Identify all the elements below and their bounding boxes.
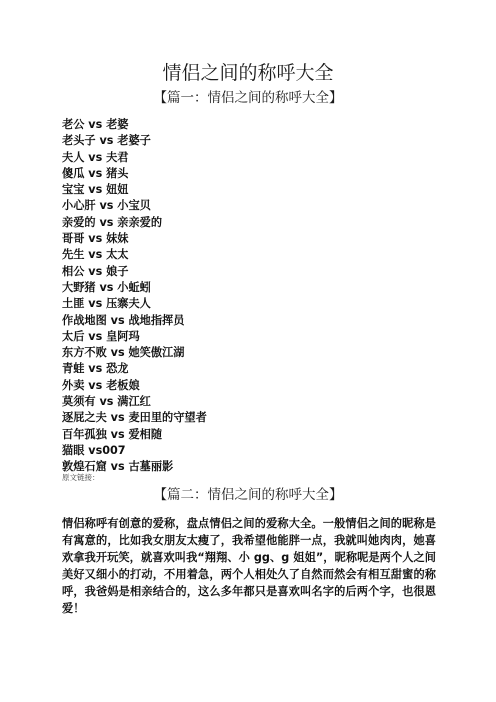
nickname-pair-item: 宝宝 vs 妞妞 bbox=[62, 183, 129, 197]
nickname-pair-item: 亲爱的 vs 亲亲爱的 bbox=[62, 215, 163, 229]
nickname-pair-item: 哥哥 vs 妹妹 bbox=[62, 232, 129, 246]
nickname-pair-item: 逐屁之夫 vs 麦田里的守望者 bbox=[62, 411, 207, 425]
nickname-pair-item: 傻瓜 vs 猪头 bbox=[62, 166, 129, 180]
nickname-pair-item: 外卖 vs 老板娘 bbox=[62, 378, 140, 392]
nickname-pair-item: 老头子 vs 老婆子 bbox=[62, 134, 151, 148]
nickname-pair-item: 相公 vs 娘子 bbox=[62, 264, 129, 278]
nickname-pair-item: 大野猪 vs 小蚯蚓 bbox=[62, 280, 151, 294]
section-2-paragraph: 情侣称呼有创意的爱称，盘点情侣之间的爱称大全。一般情侣之间的昵称是有寓意的，比如我女朋友太瘦了，我希望他能胖一点，我就叫她肉肉，她喜欢拿我开玩笑，就喜欢叫我“翔翔、小 gg、g 姐姐”，昵称呢是两个人之间美好又细小的打动，不用着急，两个人相处久了自然而然会有相互甜蜜的称呼，我爸妈是相亲结合的，这么多年都只是喜欢叫名字的后两个字，也很恩爱！ bbox=[62, 517, 436, 615]
document-title: 情侣之间的称呼大全 bbox=[162, 62, 334, 84]
nickname-pair-item: 老公 vs 老婆 bbox=[62, 118, 129, 131]
nickname-pair-item: 莫须有 vs 满江红 bbox=[62, 395, 151, 409]
nickname-pair-item: 青蛙 vs 恐龙 bbox=[62, 362, 129, 376]
nickname-pair-item: 小心肝 vs 小宝贝 bbox=[62, 199, 151, 213]
nickname-pair-item: 夫人 vs 夫君 bbox=[62, 150, 129, 164]
nickname-pairs-list bbox=[62, 117, 207, 476]
nickname-pair-item: 土匪 vs 压寨夫人 bbox=[62, 297, 151, 311]
nickname-pair-item: 敦煌石窟 vs 古墓丽影 bbox=[62, 460, 174, 474]
nickname-pair-item: 猫眼 vs007 bbox=[62, 443, 126, 457]
nickname-pair-item: 太后 vs 皇阿玛 bbox=[62, 329, 140, 343]
source-link-label: 原文链接： bbox=[62, 473, 100, 482]
nickname-pair-item: 百年孤独 vs 爱相随 bbox=[62, 427, 163, 441]
nickname-pair-item: 东方不败 vs 她笑傲江湖 bbox=[62, 346, 185, 360]
nickname-pair-item: 先生 vs 太太 bbox=[62, 248, 129, 262]
section-1-heading: 【篇一：情侣之间的称呼大全】 bbox=[153, 90, 343, 106]
nickname-pair-item: 作战地图 vs 战地指挥员 bbox=[62, 313, 185, 327]
section-2-heading: 【篇二：情侣之间的称呼大全】 bbox=[153, 487, 343, 503]
